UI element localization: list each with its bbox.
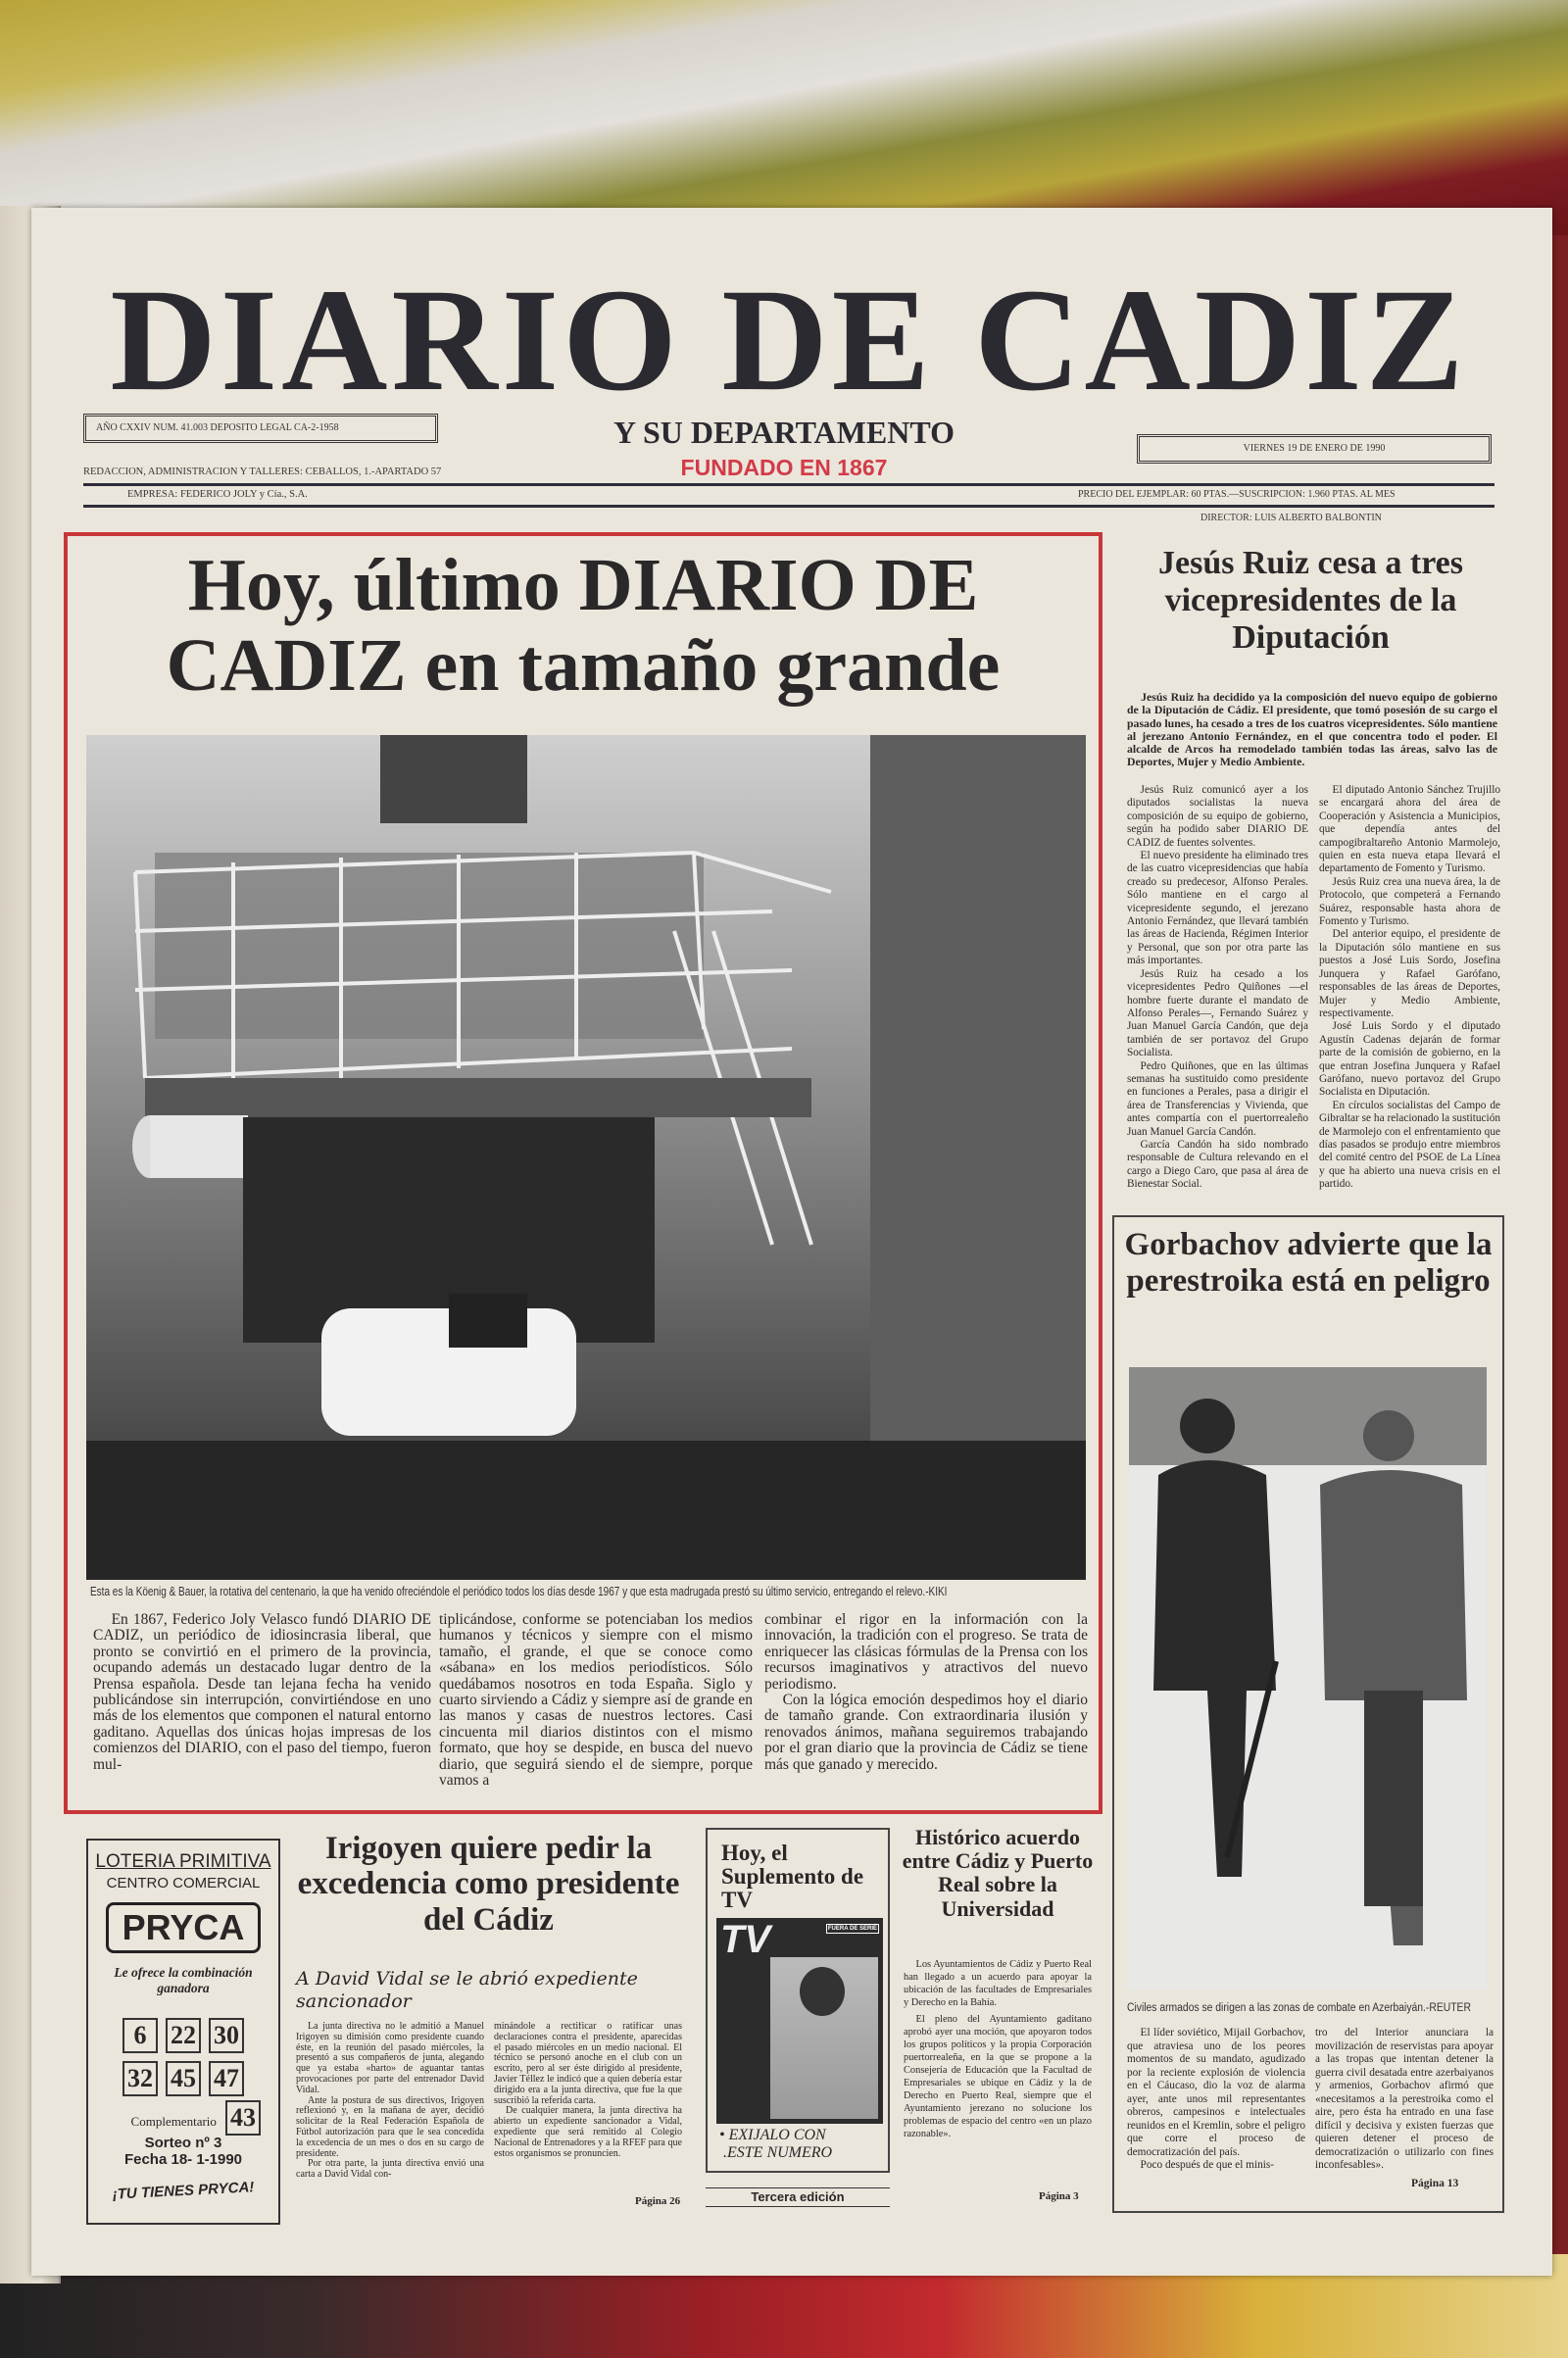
ad-line-1: LOTERIA PRIMITIVA: [95, 1851, 271, 1872]
masthead-title: DIARIO DE CADIZ: [110, 259, 1468, 421]
diputacion-column-right: [1319, 784, 1500, 1204]
universidad-page-ref: Página 3: [1039, 2190, 1079, 2202]
masthead-rule: [83, 483, 1494, 486]
paragraph: Ante la postura de sus directivos, Irigoyen reflexionó y, en la mañana de ayer, decidió solicitar de la Real Federación Española de Fútbol autorización para que le sea concedida la excedencia de un mes o dos en su cargo de presidente.: [296, 2094, 484, 2159]
paragraph: El diputado Antonio Sánchez Trujillo se encargará ahora del área de Cooperación y Asistencia a Municipios, que dependía antes del campogibraltareño Antonio Marmolejo, quien en esta nueva etapa llevará el departamento de Fomento y Turismo.: [1319, 784, 1500, 875]
lottery-number: 32: [122, 2061, 158, 2096]
lead-paragraph: tiplicándose, conforme se potenciaban los medios humanos y técnicos y siempre con el mismo tamaño, el grande, el que se conoce como «sábana» en los medios periodísticos. Sólo quedábamos nosotros en toda España. Siglo y cuarto sirviendo a Cádiz y siempre así de grande en las manos y casas de nuestros lectores. Casi cincuenta mil diarios distintos con el mismo formato, que hoy se despide, en busca del nuevo diario, que seguirá siendo el de siempre, porque vamos a: [439, 1612, 753, 1790]
paragraph: Los Ayuntamientos de Cádiz y Puerto Real han llegado a un acuerdo para apoyar la ubicación de las facultades de Empresariales y Derecho en la Bahía.: [904, 1959, 1092, 2008]
lead-photo-caption: Esta es la Köenig & Bauer, la rotativa del centenario, la que ha venido ofreciéndole el periódico todos los días desde 1967 y que esta madrugada prestó su último servicio, entregando el relevo.-KIKI: [90, 1585, 948, 1598]
paragraph: tro del Interior anunciara la movilización de reservistas para apoyar a las tropas que intentan detener la guerra civil desatada entre azerbaiyanos y armenios, Gorbachov afirmó que «necesitamos a la perestroika como el aire, pero ésta ha entrado en una fase difícil y decisiva y existen fuerzas que quieren detener el proceso de democratización o utilizarlo con fines inconfesables».: [1315, 2027, 1494, 2171]
company-line: EMPRESA: FEDERICO JOLY y Cía., S.A.: [127, 489, 308, 500]
tv-cta: • EXIJALO CON .ESTE NUMERO: [719, 2127, 833, 2162]
pryca-logo: PRYCA: [106, 1902, 261, 1953]
gorbachov-page-ref: Página 13: [1411, 2178, 1459, 2189]
diputacion-intro: [1127, 691, 1497, 784]
paragraph: García Candón ha sido nombrado responsable de Cultura relevando en el cargo a Diego Caro, que pasa al área de Bienestar Social.: [1127, 1138, 1308, 1191]
lottery-number: 45: [166, 2061, 201, 2096]
date-box: VIERNES 19 DE ENERO DE 1990: [1137, 434, 1492, 464]
tv-cover-image: [716, 1918, 883, 2124]
tv-cover-logo: TV: [720, 1918, 771, 1961]
paragraph: Jesús Ruiz comunicó ayer a los diputados socialistas la nueva composición de su equipo de gobierno, según ha podido saber DIARIO DE CADIZ de fuentes solventes.: [1127, 784, 1308, 849]
lead-column-1: [93, 1612, 431, 1803]
armed-civilians-photo: [1129, 1367, 1487, 1990]
complementario-label: Complementario: [130, 2114, 217, 2130]
diputacion-intro-text: Jesús Ruiz ha decidido ya la composición del nuevo equipo de gobierno de la Diputación de Cádiz. El presidente, que tomó posesión de su cargo el pasado lunes, ha cesado a tres de los cuatros vicepresidentes. Sólo mantiene al jerezano Antonio Fernández, en el que concentra todo el poder. El alcalde de Arcos ha remodelado también todas las áreas, salvo las de Deportes, Mujer y Medio Ambiente.: [1127, 691, 1497, 769]
paragraph: Jesús Ruiz ha cesado a los vicepresidentes Pedro Quiñones —el hombre fuerte durante el mandato de Alfonso Perales—, Fernando Suárez y Juan Manuel García Candón, que deja también de ser portavoz del Grupo Socialista.: [1127, 967, 1308, 1059]
edition-label: Tercera edición: [706, 2187, 890, 2207]
gorbachov-photo-caption: Civiles armados se dirigen a las zonas de combate en Azerbaiyán.-REUTER: [1127, 2002, 1471, 2014]
lead-paragraph: En 1867, Federico Joly Velasco fundó DIARIO DE CADIZ, un periódico de idiosincrasia liberal, que pronto se convirtió en el primero de la provincia, ocupando además un destacado lugar dentro de la Prensa española. Desde tan lejana fecha ha venido publicándose sin interrupción, convirtiéndose en uno más de los elementos que componen el natural entorno gaditano. Aquellas dos únicas hojas impresas de los comienzos del DIARIO, con el paso del tiempo, fueron mul-: [93, 1612, 431, 1773]
masthead-rule: [83, 505, 1494, 508]
paragraph: El pleno del Ayuntamiento gaditano aprobó ayer una moción, que apoyaron todos los grupos políticos y la propia Corporación puertorrealeña, en la que se propone a la Consejería de Educación que la Facultad de Empresariales se ubique en Cádiz y la de Derecho en Puerto Real, siempre que el Ayuntamiento jerezano no solucione los problemas de espacio del centro «en un plazo razonable».: [904, 2014, 1092, 2139]
irigoyen-headline: Irigoyen quiere pedir la excedencia como presidente del Cádiz: [297, 1831, 680, 1938]
paragraph: Del anterior equipo, el presidente de la Diputación sólo mantiene en sus puestos a José Luis Sordo, Josefina Junquera y Rafael Garófano, responsables de las áreas de Deportes, Mujer y Medio Ambiente, respectivamente.: [1319, 928, 1500, 1019]
gorbachov-headline: Gorbachov advierte que la perestroika está en peligro: [1124, 1227, 1493, 1299]
fecha: Fecha 18- 1-1990: [123, 2150, 243, 2168]
masthead-subtitle: Y SU DEPARTAMENTO: [613, 415, 955, 450]
lead-paragraph: combinar el rigor en la información con la innovación, la tradición con el progreso. Se trata de enriquecer las clásicas fórmulas de la Prensa con los recursos imaginativos y atractivos del nuevo periodismo.: [764, 1612, 1088, 1693]
tv-supplement-box: [706, 1828, 890, 2173]
founded-label: FUNDADO EN 1867: [680, 455, 888, 480]
paragraph: El líder soviético, Mijail Gorbachov, que atraviesa uno de los peores momentos de su mandato, agudizado por la reciente explosión de violencia en el Cáucaso, dio la voz de alarma ayer, ante unos mil representantes obreros, campesinos e intelectuales reunidos en el Kremlin, sobre el peligro que corre el proceso de democratización del país.: [1127, 2027, 1305, 2158]
address-line: REDACCION, ADMINISTRACION Y TALLERES: CEBALLOS, 1.-APARTADO 57: [83, 467, 442, 477]
ad-slogan: ¡TU TIENES PRYCA!: [112, 2179, 255, 2204]
lottery-numbers: [88, 2014, 278, 2100]
lead-column-3: [764, 1612, 1088, 1803]
pryca-lottery-ad: [86, 1839, 280, 2225]
paragraph: Por otra parte, la junta directiva envió una carta a David Vidal con-: [296, 2158, 484, 2181]
paragraph: En círculos socialistas del Campo de Gibraltar se ha relacionado la sustitución de Marmolejo con el enfrentamiento que días pasados se produjo entre miembros del comité centro del PSOE de La Línea y que ha abierto una nueva crisis en el partido.: [1319, 1099, 1500, 1191]
tv-headline: Hoy, el Suplemento de TV: [721, 1841, 864, 1913]
paragraph: El nuevo presidente ha eliminado tres de las cuatro vicepresidencias que había creado su predecesor, Alfonso Perales. Sólo mantiene en el cargo al vicepresidente segundo, el jerezano Antonio Fernández, que llevará también las áreas de Hacienda, Régimen Interior y Personal, que son por otra parte las más importantes.: [1127, 850, 1308, 967]
paragraph: José Luis Sordo y el diputado Agustín Cadenas dejarán de formar parte de la comisión de gobierno, en la que entran Josefina Junquera y Rafael Garófano, nuevo portavoz del Grupo Socialista en Diputación.: [1319, 1020, 1500, 1099]
irigoyen-column-left: [296, 2022, 484, 2223]
paragraph: De cualquier manera, la junta directiva ha abierto un expediente sancionador a Vidal, expediente que será remitido al Colegio Nacional de Entrenadores y a la RFEF para que estos organismos se pronuncien.: [494, 2105, 682, 2159]
director-line: DIRECTOR: LUIS ALBERTO BALBONTIN: [1200, 513, 1382, 523]
issue-info-box: AÑO CXXIV NUM. 41.003 DEPOSITO LEGAL CA-2-1958: [83, 414, 438, 443]
lead-paragraph: Con la lógica emoción despedimos hoy el diario de tamaño grande. Con extraordinaria ilusión y renovados ánimos, mañana seguiremos trabajando por el gran diario que la provincia de Cádiz se tiene más que ganado y merecido.: [764, 1692, 1088, 1773]
lottery-number: 22: [166, 2018, 201, 2053]
ad-line-2: CENTRO COMERCIAL: [106, 1875, 261, 1891]
lottery-number: 47: [209, 2061, 244, 2096]
printing-press-photo: [86, 735, 1086, 1580]
universidad-headline: Histórico acuerdo entre Cádiz y Puerto Real sobre la Universidad: [902, 1825, 1094, 1921]
cta-line-2: ESTE NUMERO: [727, 2144, 833, 2162]
complementario-number: 43: [225, 2100, 261, 2136]
cta-line-1: EXIJALO CON: [728, 2127, 826, 2143]
diputacion-column-left: [1127, 784, 1308, 1204]
irigoyen-subhead: A David Vidal se le abrió expediente sancionador: [296, 1968, 638, 2012]
irigoyen-page-ref: Página 26: [635, 2195, 681, 2207]
diputacion-headline: Jesús Ruiz cesa a tres vicepresidentes de la Diputación: [1158, 545, 1463, 657]
lottery-number: 6: [122, 2018, 158, 2053]
lead-headline: Hoy, último DIARIO DE CADIZ en tamaño grande: [166, 544, 1001, 708]
universidad-body: [904, 1958, 1092, 2186]
paragraph: Pedro Quiñones, que en las últimas semanas ha sustituido como presidente en funciones a Perales, pasa a dirigir el área de Transferencias y Vivienda, que antes compartía con el puertorrealeño Juan Manuel García Candón.: [1127, 1059, 1308, 1138]
price-line: PRECIO DEL EJEMPLAR: 60 PTAS.—SUSCRIPCION: 1.960 PTAS. AL MES: [1078, 489, 1396, 500]
gorbachov-column-right: [1315, 2027, 1494, 2172]
carpet-background-top: [0, 0, 1568, 235]
lead-column-2: [431, 1612, 753, 1803]
irigoyen-column-right: [494, 2022, 682, 2190]
gorbachov-column-left: [1127, 2027, 1305, 2198]
paragraph: Poco después de que el minis-: [1140, 2159, 1275, 2171]
paragraph: Jesús Ruiz crea una nueva área, la de Protocolo, que competerá a Fernando Suárez, responsable hasta ahora de Fomento y Turismo.: [1319, 875, 1500, 928]
sorteo: Sorteo nº 3: [144, 2135, 222, 2152]
tv-cover-tag: FUERA DE SERIE: [827, 1926, 877, 1932]
paragraph: minándole a rectificar o ratificar unas declaraciones contra el presidente, aparecidas el pasado miércoles en un medio nacional. El técnico se personó anoche en el club con un escrito, pero al ser éste dirigido al presidente, Javier Téllez le indicó que a quien debería estar dirigido era a la junta directiva, que fue la que suscribió la referida carta.: [494, 2022, 682, 2106]
paragraph: La junta directiva no le admitió a Manuel Irigoyen su dimisión como presidente cuando éste, en la reunión del pasado miércoles, la presentó a sus compañeros de junta, alegando que ya estaba «harto» de aguantar tantas provocaciones por parte del entrenador David Vidal.: [296, 2022, 484, 2095]
ad-offer: Le ofrece la combinación ganadora: [114, 1965, 253, 1996]
lottery-number: 30: [209, 2018, 244, 2053]
